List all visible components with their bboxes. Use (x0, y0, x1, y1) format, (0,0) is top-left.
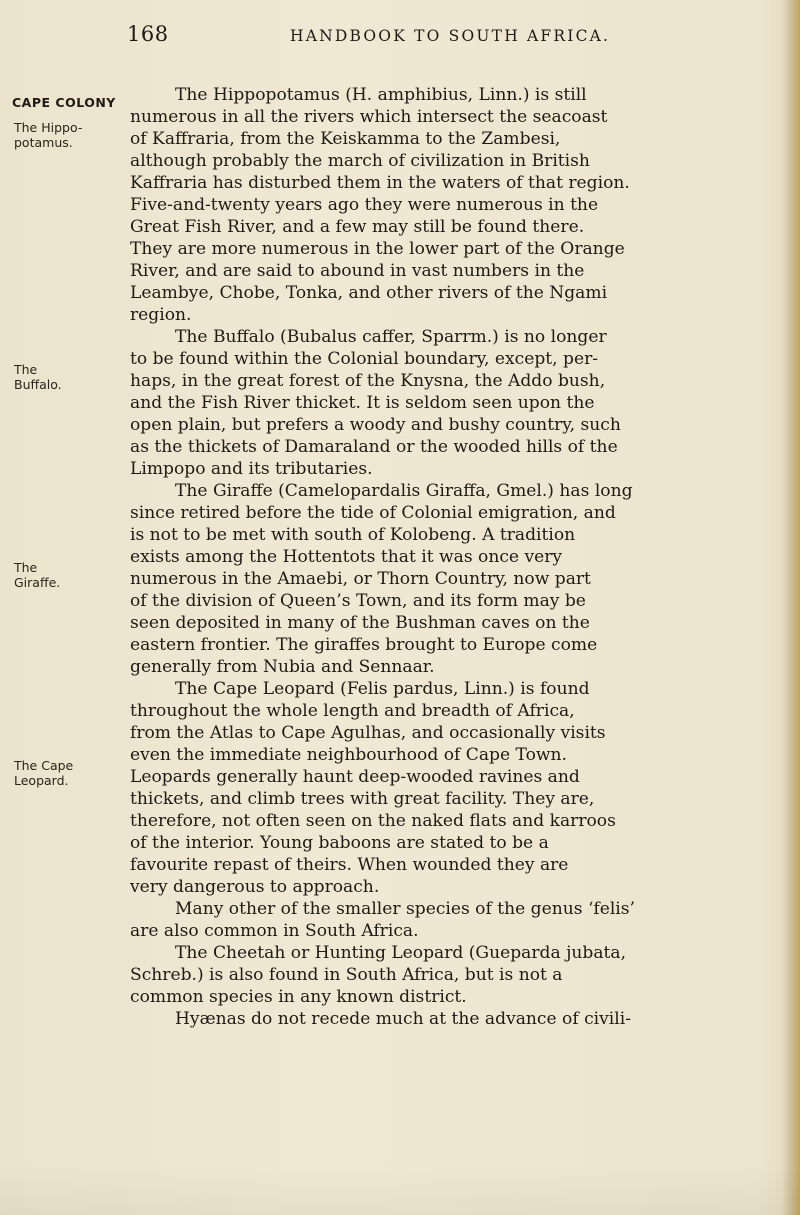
text-line: numerous in all the rivers which intersect the seacoast (130, 107, 608, 127)
text-line: numerous in the Amaebi, or Thorn Country, now part (130, 569, 591, 589)
margin-note-giraffe: The Giraffe. (14, 560, 61, 590)
text-line: Hyænas do not recede much at the advance of civili- (175, 1009, 631, 1029)
text-line: therefore, not often seen on the naked flats and karroos (130, 811, 616, 831)
text-line: The Hippopotamus (H. amphibius, Linn.) is still (175, 85, 587, 105)
margin-note-cape-leopard: The Cape Leopard. (14, 758, 74, 788)
text-line: haps, in the great forest of the Knysna, the Addo bush, (130, 371, 606, 391)
text-line: of Kaffraria, from the Keiskamma to the Zambesi, (130, 129, 561, 149)
text-line: River, and are said to abound in vast numbers in the (130, 261, 585, 281)
page-shadow (0, 1165, 800, 1215)
text-line: Many other of the smaller species of the genus ‘felis’ (175, 899, 635, 919)
text-line: Leopards generally haunt deep-wooded ravines and (130, 767, 580, 787)
text-line: Leambye, Chobe, Tonka, and other rivers of the Ngami (130, 283, 608, 303)
text-line: common species in any known district. (130, 987, 467, 1007)
text-line: even the immediate neighbourhood of Cape Town. (130, 745, 567, 765)
text-line: eastern frontier. The giraffes brought to Europe come (130, 635, 598, 655)
section-heading: CAPE COLONY (12, 95, 116, 110)
running-head: HANDBOOK TO SOUTH AFRICA. (290, 27, 611, 45)
text-line: Schreb.) is also found in South Africa, but is not a (130, 965, 563, 985)
margin-note-hippopotamus: The Hippo- potamus. (14, 120, 83, 150)
text-line: generally from Nubia and Sennaar. (130, 657, 435, 677)
text-line: although probably the march of civilization in British (130, 151, 590, 171)
text-line: exists among the Hottentots that it was once very (130, 547, 563, 567)
text-line: Limpopo and its tributaries. (130, 459, 373, 479)
page-edge (782, 0, 800, 1215)
text-line: They are more numerous in the lower part of the Orange (130, 239, 625, 259)
text-line: The Cheetah or Hunting Leopard (Guepardа jubata, (175, 943, 627, 963)
text-line: very dangerous to approach. (130, 877, 380, 897)
text-line: since retired before the tide of Colonial emigration, and (130, 503, 616, 523)
text-line: Kaffraria has disturbed them in the waters of that region. (130, 173, 630, 193)
text-line: from the Atlas to Cape Agulhas, and occasionally visits (130, 723, 606, 743)
text-line: of the division of Queen’s Town, and its form may be (130, 591, 586, 611)
text-line: The Cape Leopard (Felis pardus, Linn.) is found (175, 679, 590, 699)
margin-note-buffalo: The Buffalo. (14, 362, 62, 392)
text-line: are also common in South Africa. (130, 921, 419, 941)
text-line: region. (130, 305, 192, 325)
text-line: of the interior. Young baboons are stated to be a (130, 833, 549, 853)
text-line: throughout the whole length and breadth of Africa, (130, 701, 575, 721)
text-line: as the thickets of Damaraland or the wooded hills of the (130, 437, 618, 457)
text-line: The Buffalo (Bubalus caffer, Sparrm.) is no longer (175, 327, 607, 347)
text-line: is not to be met with south of Kolobeng. A tradition (130, 525, 576, 545)
text-line: seen deposited in many of the Bushman caves on the (130, 613, 590, 633)
page-header (0, 22, 800, 62)
text-line: favourite repast of theirs. When wounded they are (130, 855, 569, 875)
page-number: 168 (127, 22, 169, 46)
text-line: Great Fish River, and a few may still be found there. (130, 217, 585, 237)
text-line: thickets, and climb trees with great facility. They are, (130, 789, 595, 809)
text-line: open plain, but prefers a woody and bushy country, such (130, 415, 621, 435)
text-line: The Giraffe (Camelopardalis Giraffa, Gmel.) has long (175, 481, 633, 501)
text-line: and the Fish River thicket. It is seldom seen upon the (130, 393, 595, 413)
text-line: to be found within the Colonial boundary, except, per- (130, 349, 599, 369)
text-line: Five-and-twenty years ago they were numerous in the (130, 195, 599, 215)
